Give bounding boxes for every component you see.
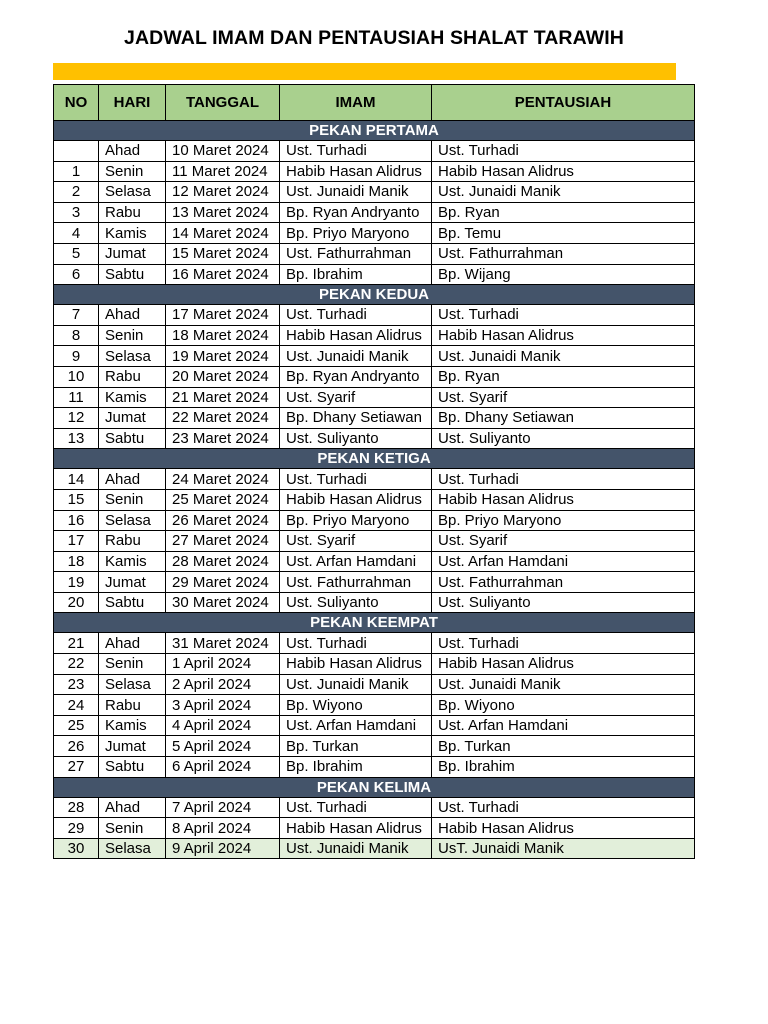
cell-pentausiah: Habib Hasan Alidrus (432, 654, 695, 675)
cell-imam: Bp. Dhany Setiawan (280, 408, 432, 429)
cell-hari: Ahad (99, 469, 166, 490)
cell-imam: Ust. Turhadi (280, 633, 432, 654)
header-pentausiah: PENTAUSIAH (432, 85, 695, 121)
week-label: PEKAN KELIMA (54, 777, 695, 797)
cell-imam: Bp. Ibrahim (280, 264, 432, 285)
cell-imam: Ust. Syarif (280, 531, 432, 552)
table-row (54, 428, 695, 449)
cell-imam: Ust. Turhadi (280, 797, 432, 818)
cell-hari: Jumat (99, 408, 166, 429)
cell-hari: Selasa (99, 838, 166, 859)
week-header-row (54, 777, 695, 797)
cell-no: 12 (54, 408, 99, 429)
table-row (54, 182, 695, 203)
table-row (54, 736, 695, 757)
cell-hari: Kamis (99, 715, 166, 736)
cell-hari: Ahad (99, 305, 166, 326)
cell-hari: Kamis (99, 223, 166, 244)
page-title-text: JADWAL IMAM DAN PENTAUSIAH SHALAT TARAWIH (124, 27, 624, 49)
cell-tanggal: 2 April 2024 (166, 674, 280, 695)
cell-hari: Selasa (99, 510, 166, 531)
table-row (54, 141, 695, 162)
cell-tanggal: 18 Maret 2024 (166, 325, 280, 346)
cell-tanggal: 31 Maret 2024 (166, 633, 280, 654)
cell-tanggal: 3 April 2024 (166, 695, 280, 716)
table-row (54, 366, 695, 387)
table-row (54, 243, 695, 264)
table-row (54, 757, 695, 778)
cell-imam: Habib Hasan Alidrus (280, 654, 432, 675)
table-row (54, 489, 695, 510)
table-row (54, 715, 695, 736)
cell-hari: Senin (99, 818, 166, 839)
cell-tanggal: 4 April 2024 (166, 715, 280, 736)
cell-no: 14 (54, 469, 99, 490)
week-header-row (54, 613, 695, 633)
cell-pentausiah: Ust. Turhadi (432, 141, 695, 162)
cell-no: 27 (54, 757, 99, 778)
table-row (54, 346, 695, 367)
header-tanggal: TANGGAL (166, 85, 280, 121)
cell-tanggal: 21 Maret 2024 (166, 387, 280, 408)
cell-imam: Ust. Junaidi Manik (280, 346, 432, 367)
cell-imam: Ust. Fathurrahman (280, 572, 432, 593)
header-hari: HARI (99, 85, 166, 121)
cell-imam: Bp. Wiyono (280, 695, 432, 716)
cell-tanggal: 28 Maret 2024 (166, 551, 280, 572)
cell-imam: Bp. Turkan (280, 736, 432, 757)
cell-hari: Rabu (99, 531, 166, 552)
cell-hari: Senin (99, 489, 166, 510)
cell-hari: Kamis (99, 551, 166, 572)
cell-imam: Ust. Arfan Hamdani (280, 551, 432, 572)
cell-hari: Rabu (99, 202, 166, 223)
cell-pentausiah: Ust. Syarif (432, 531, 695, 552)
table-row (54, 305, 695, 326)
cell-no: 17 (54, 531, 99, 552)
cell-no: 19 (54, 572, 99, 593)
cell-hari: Sabtu (99, 592, 166, 613)
cell-pentausiah: Ust. Junaidi Manik (432, 182, 695, 203)
cell-tanggal: 6 April 2024 (166, 757, 280, 778)
cell-hari: Jumat (99, 243, 166, 264)
cell-pentausiah: Ust. Turhadi (432, 633, 695, 654)
cell-no: 20 (54, 592, 99, 613)
cell-pentausiah: Ust. Junaidi Manik (432, 346, 695, 367)
cell-tanggal: 13 Maret 2024 (166, 202, 280, 223)
cell-tanggal: 10 Maret 2024 (166, 141, 280, 162)
week-header-row (54, 449, 695, 469)
cell-hari: Kamis (99, 387, 166, 408)
cell-hari: Ahad (99, 633, 166, 654)
page-title (0, 27, 728, 50)
cell-tanggal: 14 Maret 2024 (166, 223, 280, 244)
cell-tanggal: 11 Maret 2024 (166, 161, 280, 182)
cell-pentausiah: Ust. Suliyanto (432, 428, 695, 449)
cell-pentausiah: Habib Hasan Alidrus (432, 818, 695, 839)
table-row (54, 551, 695, 572)
cell-tanggal: 9 April 2024 (166, 838, 280, 859)
week-header-row (54, 121, 695, 141)
cell-imam: Habib Hasan Alidrus (280, 325, 432, 346)
cell-no: 28 (54, 797, 99, 818)
cell-tanggal: 8 April 2024 (166, 818, 280, 839)
cell-pentausiah: Ust. Arfan Hamdani (432, 715, 695, 736)
cell-tanggal: 12 Maret 2024 (166, 182, 280, 203)
accent-bar (53, 63, 676, 80)
cell-hari: Rabu (99, 366, 166, 387)
cell-imam: Bp. Priyo Maryono (280, 510, 432, 531)
cell-no: 9 (54, 346, 99, 367)
cell-imam: Ust. Turhadi (280, 469, 432, 490)
cell-tanggal: 5 April 2024 (166, 736, 280, 757)
cell-pentausiah: Bp. Wijang (432, 264, 695, 285)
week-label: PEKAN KEDUA (54, 285, 695, 305)
cell-pentausiah: UsT. Junaidi Manik (432, 838, 695, 859)
table-row (54, 161, 695, 182)
cell-tanggal: 24 Maret 2024 (166, 469, 280, 490)
cell-tanggal: 20 Maret 2024 (166, 366, 280, 387)
cell-imam: Ust. Arfan Hamdani (280, 715, 432, 736)
cell-imam: Habib Hasan Alidrus (280, 489, 432, 510)
schedule-body (54, 121, 695, 859)
cell-no: 23 (54, 674, 99, 695)
cell-imam: Ust. Suliyanto (280, 428, 432, 449)
cell-tanggal: 30 Maret 2024 (166, 592, 280, 613)
cell-imam: Habib Hasan Alidrus (280, 818, 432, 839)
cell-no: 22 (54, 654, 99, 675)
cell-pentausiah: Habib Hasan Alidrus (432, 489, 695, 510)
table-row (54, 592, 695, 613)
cell-pentausiah: Bp. Wiyono (432, 695, 695, 716)
cell-no: 16 (54, 510, 99, 531)
cell-imam: Bp. Priyo Maryono (280, 223, 432, 244)
table-row (54, 654, 695, 675)
cell-tanggal: 27 Maret 2024 (166, 531, 280, 552)
cell-imam: Ust. Junaidi Manik (280, 674, 432, 695)
cell-tanggal: 19 Maret 2024 (166, 346, 280, 367)
week-label: PEKAN KEEMPAT (54, 613, 695, 633)
cell-hari: Sabtu (99, 757, 166, 778)
table-row (54, 325, 695, 346)
cell-no: 13 (54, 428, 99, 449)
table-row (54, 223, 695, 244)
table-row (54, 202, 695, 223)
cell-tanggal: 22 Maret 2024 (166, 408, 280, 429)
cell-imam: Ust. Junaidi Manik (280, 182, 432, 203)
cell-pentausiah: Bp. Priyo Maryono (432, 510, 695, 531)
cell-pentausiah: Ust. Fathurrahman (432, 572, 695, 593)
cell-pentausiah: Bp. Dhany Setiawan (432, 408, 695, 429)
cell-pentausiah: Ust. Junaidi Manik (432, 674, 695, 695)
cell-imam: Habib Hasan Alidrus (280, 161, 432, 182)
cell-tanggal: 26 Maret 2024 (166, 510, 280, 531)
table-row (54, 797, 695, 818)
cell-imam: Bp. Ryan Andryanto (280, 366, 432, 387)
cell-no: 29 (54, 818, 99, 839)
cell-hari: Ahad (99, 797, 166, 818)
table-row (54, 674, 695, 695)
cell-hari: Rabu (99, 695, 166, 716)
cell-pentausiah: Ust. Turhadi (432, 797, 695, 818)
cell-tanggal: 7 April 2024 (166, 797, 280, 818)
table-row (54, 408, 695, 429)
cell-no: 7 (54, 305, 99, 326)
cell-hari: Ahad (99, 141, 166, 162)
table-row (54, 264, 695, 285)
cell-tanggal: 16 Maret 2024 (166, 264, 280, 285)
header-no: NO (54, 85, 99, 121)
cell-imam: Bp. Ibrahim (280, 757, 432, 778)
cell-hari: Selasa (99, 182, 166, 203)
cell-pentausiah: Ust. Suliyanto (432, 592, 695, 613)
table-row (54, 510, 695, 531)
cell-tanggal: 17 Maret 2024 (166, 305, 280, 326)
cell-no (54, 141, 99, 162)
week-label: PEKAN KETIGA (54, 449, 695, 469)
cell-no: 2 (54, 182, 99, 203)
week-label: PEKAN PERTAMA (54, 121, 695, 141)
table-row (54, 695, 695, 716)
cell-no: 4 (54, 223, 99, 244)
cell-no: 10 (54, 366, 99, 387)
header-imam: IMAM (280, 85, 432, 121)
cell-imam: Ust. Syarif (280, 387, 432, 408)
cell-no: 1 (54, 161, 99, 182)
cell-tanggal: 1 April 2024 (166, 654, 280, 675)
table-row (54, 469, 695, 490)
cell-no: 25 (54, 715, 99, 736)
cell-pentausiah: Bp. Ryan (432, 202, 695, 223)
cell-tanggal: 15 Maret 2024 (166, 243, 280, 264)
cell-imam: Bp. Ryan Andryanto (280, 202, 432, 223)
cell-pentausiah: Bp. Ibrahim (432, 757, 695, 778)
cell-hari: Sabtu (99, 264, 166, 285)
week-header-row (54, 285, 695, 305)
cell-no: 26 (54, 736, 99, 757)
cell-pentausiah: Habib Hasan Alidrus (432, 161, 695, 182)
cell-pentausiah: Bp. Turkan (432, 736, 695, 757)
cell-no: 24 (54, 695, 99, 716)
cell-no: 11 (54, 387, 99, 408)
table-row (54, 531, 695, 552)
cell-hari: Senin (99, 654, 166, 675)
table-row (54, 572, 695, 593)
cell-imam: Ust. Turhadi (280, 141, 432, 162)
cell-no: 6 (54, 264, 99, 285)
table-header-row (54, 85, 695, 121)
cell-hari: Selasa (99, 674, 166, 695)
cell-pentausiah: Ust. Turhadi (432, 469, 695, 490)
cell-tanggal: 29 Maret 2024 (166, 572, 280, 593)
cell-no: 30 (54, 838, 99, 859)
cell-pentausiah: Ust. Turhadi (432, 305, 695, 326)
cell-pentausiah: Ust. Fathurrahman (432, 243, 695, 264)
cell-pentausiah: Ust. Syarif (432, 387, 695, 408)
table-row (54, 818, 695, 839)
cell-hari: Jumat (99, 572, 166, 593)
cell-no: 21 (54, 633, 99, 654)
cell-pentausiah: Habib Hasan Alidrus (432, 325, 695, 346)
cell-imam: Ust. Junaidi Manik (280, 838, 432, 859)
cell-hari: Selasa (99, 346, 166, 367)
cell-tanggal: 25 Maret 2024 (166, 489, 280, 510)
cell-hari: Senin (99, 161, 166, 182)
cell-no: 15 (54, 489, 99, 510)
cell-imam: Ust. Fathurrahman (280, 243, 432, 264)
cell-no: 5 (54, 243, 99, 264)
table-row (54, 838, 695, 859)
cell-hari: Sabtu (99, 428, 166, 449)
cell-pentausiah: Bp. Ryan (432, 366, 695, 387)
cell-pentausiah: Ust. Arfan Hamdani (432, 551, 695, 572)
cell-no: 8 (54, 325, 99, 346)
cell-no: 3 (54, 202, 99, 223)
cell-hari: Jumat (99, 736, 166, 757)
cell-pentausiah: Bp. Temu (432, 223, 695, 244)
cell-imam: Ust. Suliyanto (280, 592, 432, 613)
table-row (54, 387, 695, 408)
cell-tanggal: 23 Maret 2024 (166, 428, 280, 449)
table-row (54, 633, 695, 654)
cell-imam: Ust. Turhadi (280, 305, 432, 326)
cell-hari: Senin (99, 325, 166, 346)
cell-no: 18 (54, 551, 99, 572)
schedule-table (53, 84, 695, 859)
